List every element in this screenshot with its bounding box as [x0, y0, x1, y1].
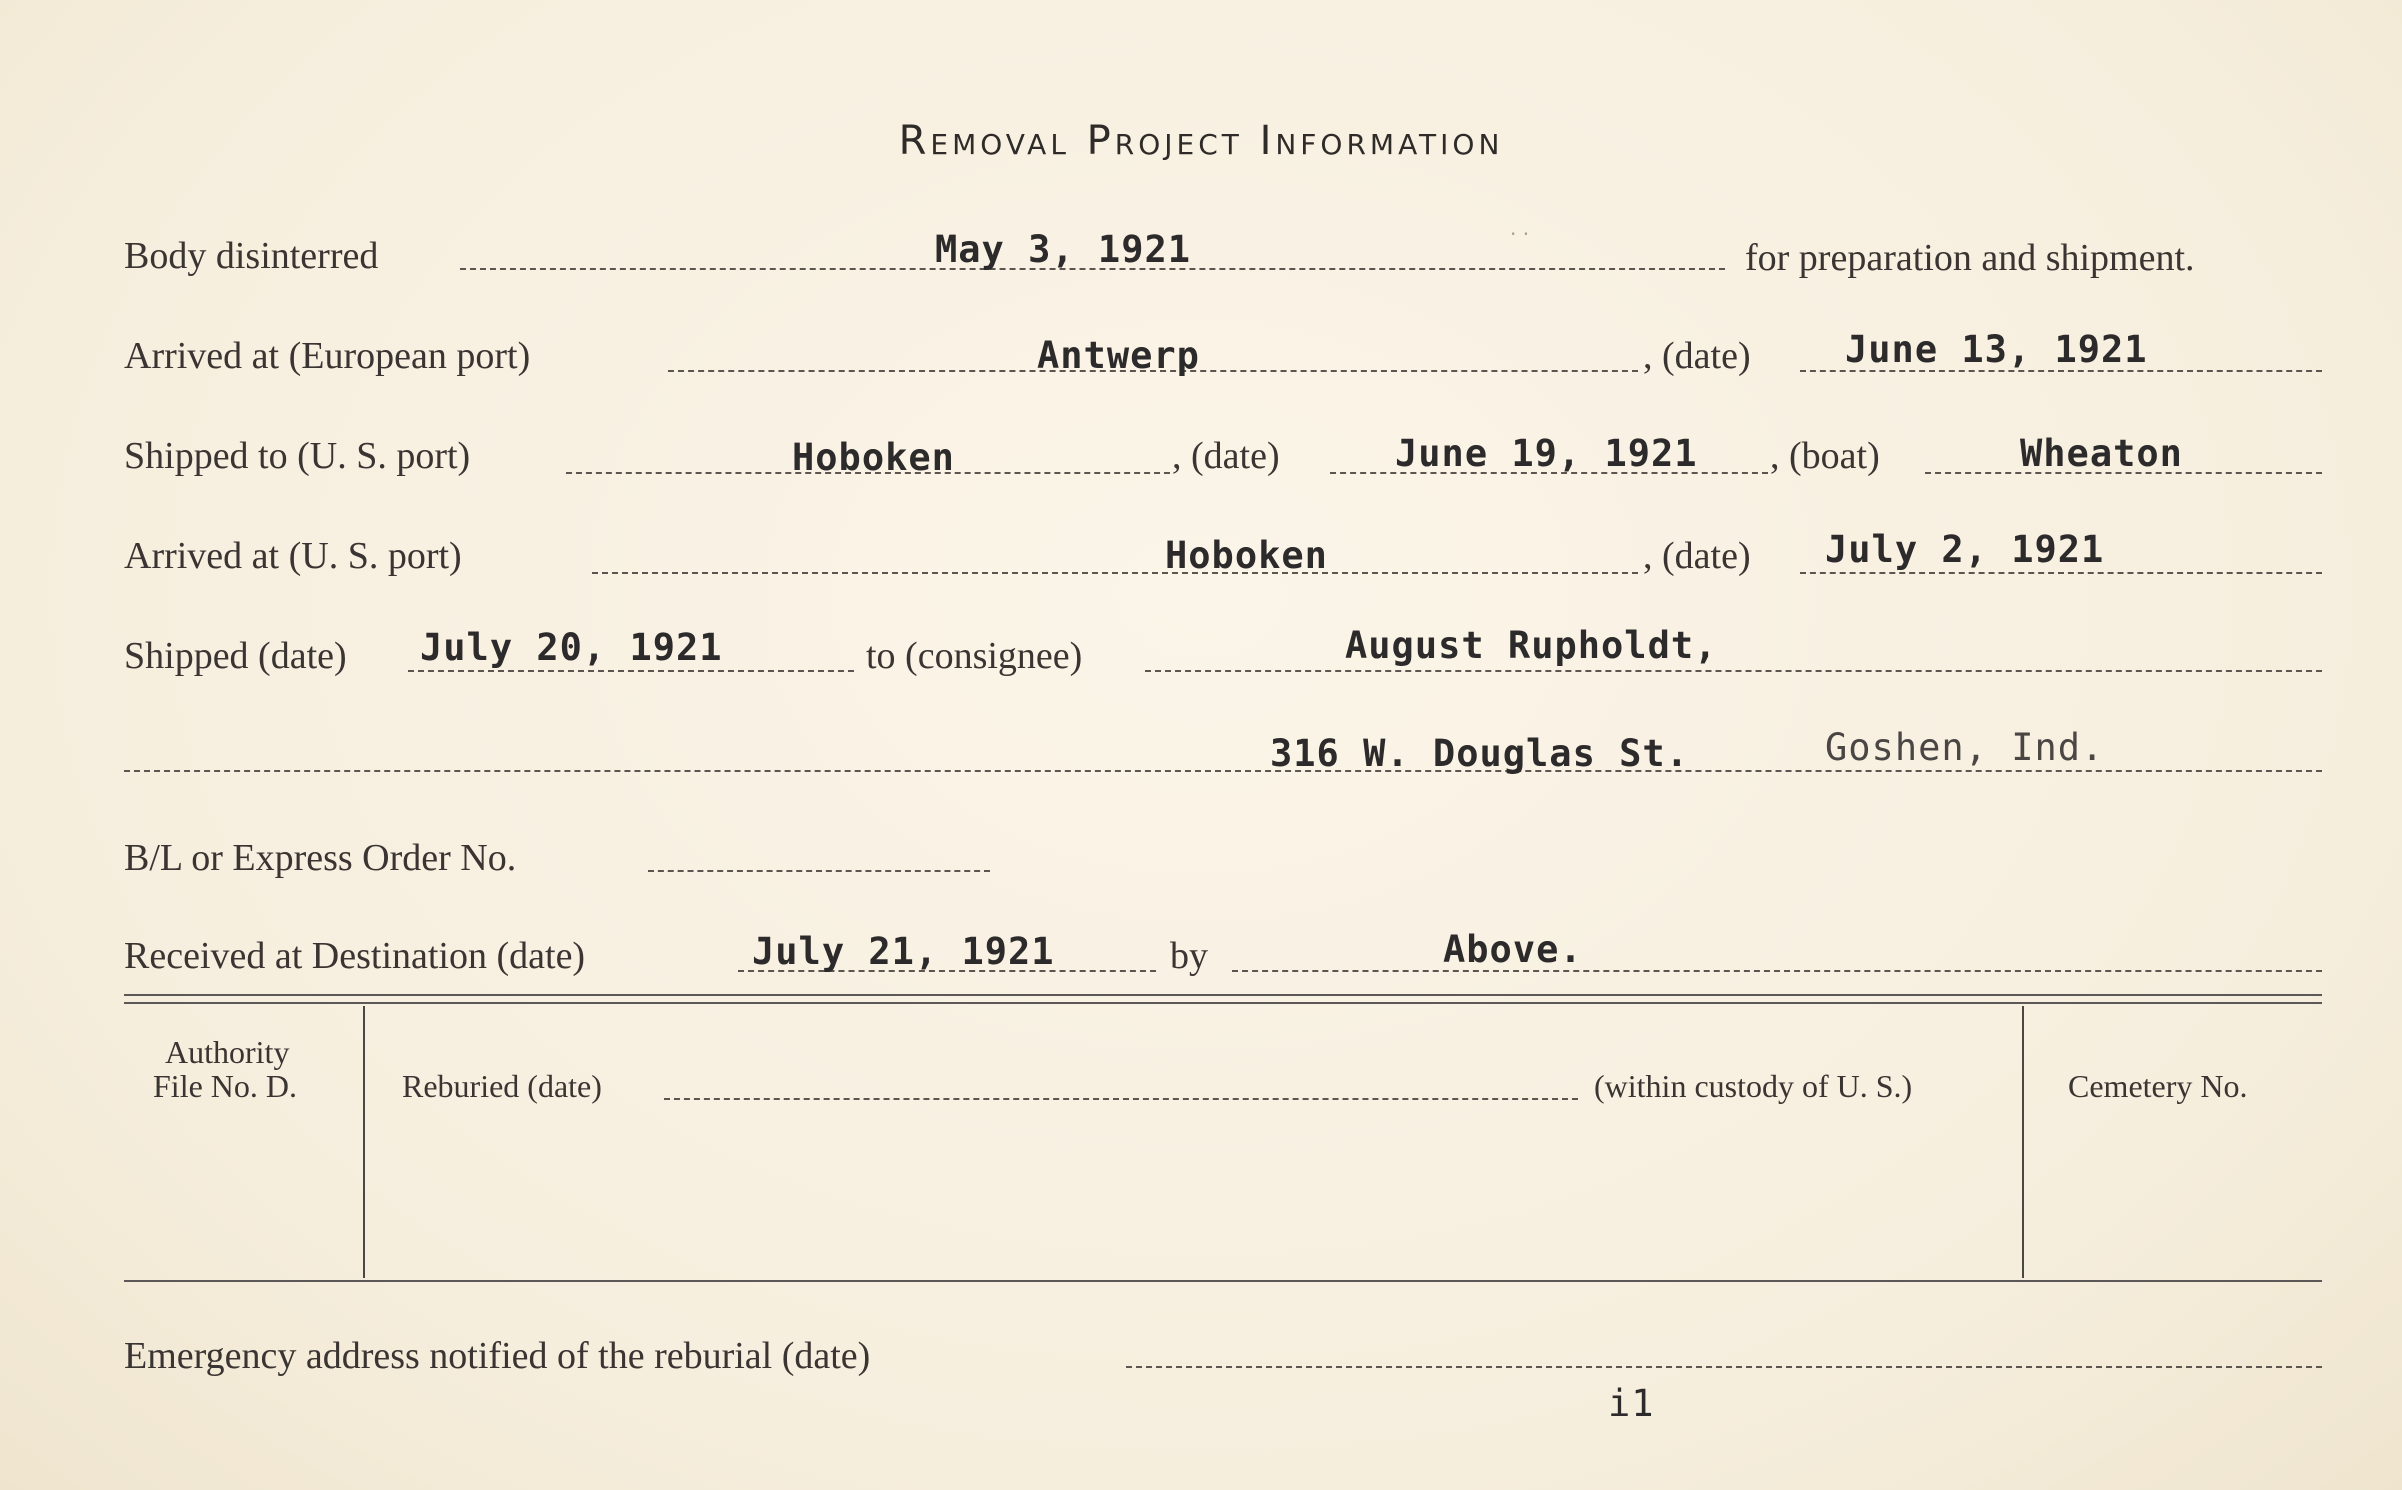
arrived-european-date: June 13, 1921 — [1845, 328, 2148, 371]
bl-order-label: B/L or Express Order No. — [124, 837, 517, 879]
custody-label: (within custody of U. S.) — [1594, 1068, 1913, 1104]
ink-smudge: · · — [1510, 222, 1530, 246]
box-divider-right — [2022, 1006, 2024, 1278]
box-top-rule — [124, 994, 2322, 996]
bl-order-line — [648, 870, 990, 872]
arrived-us-port: Hoboken — [1165, 534, 1328, 577]
consignee-city: Goshen, Ind. — [1825, 726, 2105, 769]
shipped-to-us-date: June 19, 1921 — [1395, 432, 1698, 475]
shipped-date-label: Shipped (date) — [124, 635, 347, 677]
arrived-european-label: Arrived at (European port) — [124, 335, 531, 377]
arrived-european-date-label: , (date) — [1643, 335, 1751, 377]
received-by: Above. — [1443, 928, 1583, 971]
shipped-to-us-date-label: , (date) — [1172, 435, 1280, 477]
arrived-european-port: Antwerp — [1037, 334, 1200, 377]
arrived-us-date: July 2, 1921 — [1825, 528, 2105, 571]
emergency-label: Emergency address notified of the reburial (date) — [124, 1335, 871, 1377]
received-by-label: by — [1170, 935, 1208, 977]
consignee-street: 316 W. Douglas St. — [1270, 732, 1689, 775]
shipped-to-us-port: Hoboken — [792, 436, 955, 479]
body-disinterred-label: Body disinterred — [124, 235, 379, 277]
emergency-line — [1126, 1366, 2322, 1368]
reburied-line — [664, 1098, 1578, 1100]
box-divider-left — [363, 1006, 365, 1278]
box-top-rule-2 — [124, 1002, 2322, 1004]
authority-label-2: File No. D. — [153, 1068, 297, 1104]
received-date: July 21, 1921 — [752, 930, 1055, 973]
received-label: Received at Destination (date) — [124, 935, 586, 977]
body-disinterred-value: May 3, 1921 — [935, 228, 1192, 271]
shipped-to-us-boat: Wheaton — [2020, 432, 2183, 475]
authority-label-1: Authority — [165, 1034, 290, 1070]
address-line — [124, 770, 2322, 772]
box-bottom-rule — [124, 1280, 2322, 1282]
shipped-to-us-label: Shipped to (U. S. port) — [124, 435, 471, 477]
shipped-to-us-boat-label: , (boat) — [1770, 435, 1880, 477]
consignee-label: to (consignee) — [866, 635, 1083, 677]
arrived-us-line — [592, 572, 1638, 574]
arrived-us-label: Arrived at (U. S. port) — [124, 535, 462, 577]
consignee-line — [1145, 670, 2322, 672]
consignee-name: August Rupholdt, — [1345, 624, 1718, 667]
arrived-us-date-label: , (date) — [1643, 535, 1751, 577]
reburied-label: Reburied (date) — [402, 1068, 602, 1104]
footer-mark: i1 — [1608, 1382, 1655, 1425]
cemetery-label: Cemetery No. — [2068, 1068, 2248, 1104]
shipped-date: July 20, 1921 — [420, 626, 723, 669]
body-disinterred-suffix: for preparation and shipment. — [1745, 237, 2195, 279]
arrived-us-date-line — [1800, 572, 2322, 574]
received-by-line — [1232, 970, 2322, 972]
shipped-date-line — [408, 670, 854, 672]
page-title: Removal Project Information — [898, 118, 1504, 164]
